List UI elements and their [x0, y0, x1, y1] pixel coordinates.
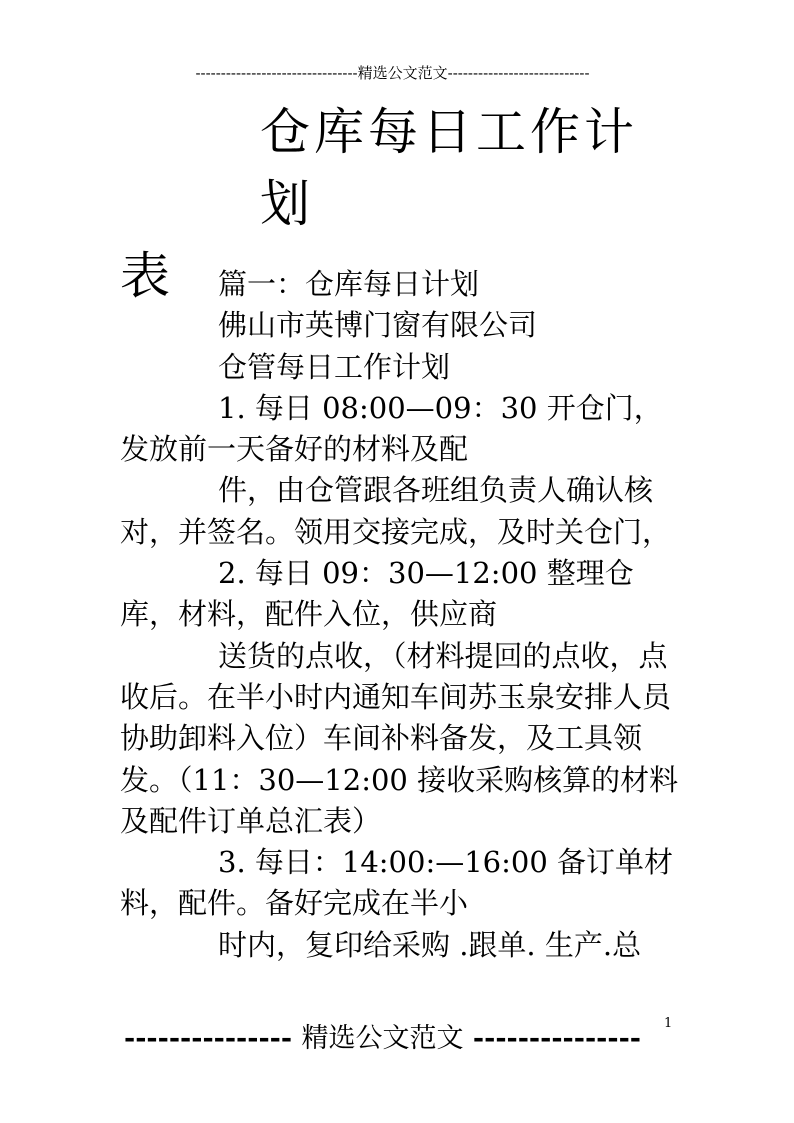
page-number: 1 — [664, 1016, 673, 1031]
footer-dashes-right: --------------- — [472, 1023, 641, 1054]
company-name: 佛山市英博门窗有限公司 — [218, 308, 538, 343]
paragraph-item-1-continued: 件，由仓管跟各班组负责人确认核对，并签名。领用交接完成，及时关仓门， — [120, 473, 672, 549]
title-line-1: 仓库每日工作计划 — [260, 103, 638, 233]
section-heading: 篇一：仓库每日计划 — [218, 267, 480, 301]
plan-subtitle: 仓管每日工作计划 — [218, 349, 451, 384]
page-footer — [120, 1021, 645, 1057]
footer-label: 精选公文范文 — [301, 1023, 464, 1054]
page-header: --------------------------------精选公文范文---------------------------- — [195, 64, 590, 82]
paragraph-item-2-continued: 送货的点收，（材料提回的点收，点收后。在半小时内通知车间苏玉泉安排人员协助卸料入位）车间补料备发，及工具领发。（11：30—12:00 接收采购核算的材料及配件订单总汇表） — [120, 638, 679, 838]
title-line-2: 表 — [120, 247, 174, 305]
paragraph-item-3: 3. 每日：14:00:—16:00 备订单材料，配件。备好完成在半小 — [120, 845, 674, 921]
footer-dashes-left: --------------- — [124, 1023, 293, 1054]
document-body — [120, 264, 680, 966]
paragraph-item-1: 1. 每日 08:00—09：30 开仓门，发放前一天备好的材料及配 — [120, 390, 663, 467]
paragraph-item-2: 2. 每日 09：30—12:00 整理仓库，材料，配件入位，供应商 — [120, 556, 634, 632]
paragraph-item-3-continued: 时内，复印给采购 .跟单. 生产.总 — [218, 927, 642, 962]
